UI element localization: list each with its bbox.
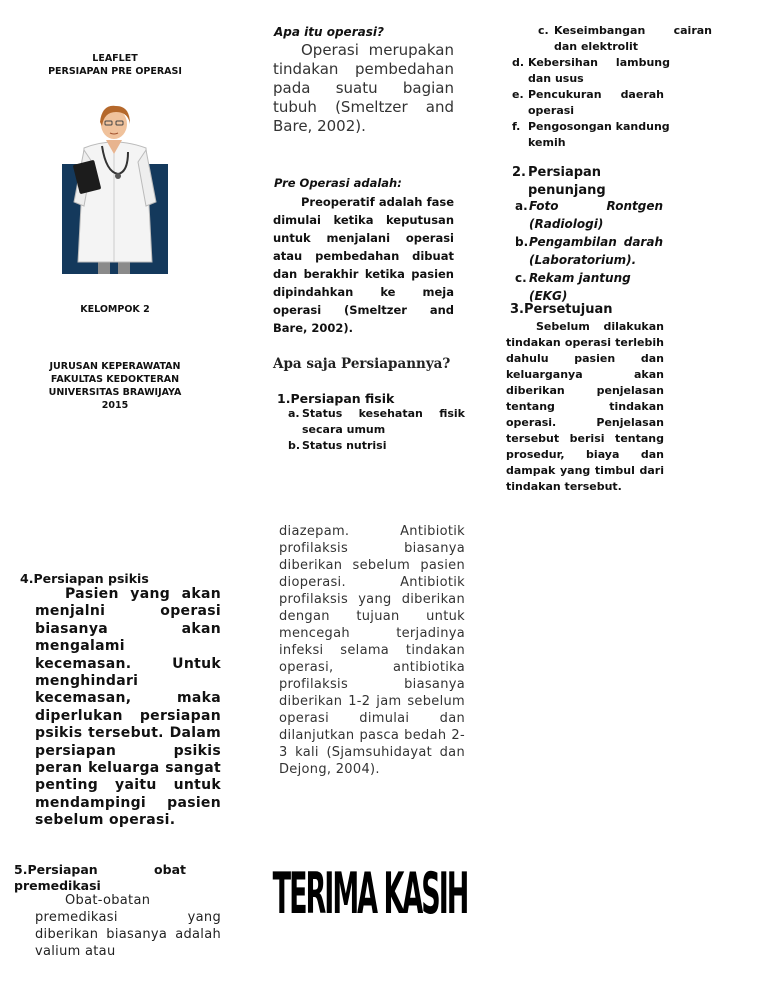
doctor-illustration-icon	[62, 102, 168, 274]
item-text: Status nutrisi	[302, 439, 387, 452]
physical-prep-list	[288, 406, 465, 454]
thank-you-text: TERIMA KASIH	[272, 861, 468, 927]
dept-line-3: UNIVERSITAS BRAWIJAYA	[48, 387, 182, 398]
psychological-prep-text: Pasien yang akan menjalni operasi biasanya akan mengalami kecemasan. Untuk menghindari kecemasan, maka diperlukan persiapan psikis tersebut. Dalam persiapan psikis peran keluarga sangat penting yaitu untuk mendampingi pasien sebelum operasi.	[35, 586, 221, 829]
dept-line-4: 2015	[101, 400, 129, 411]
question-what-is-surgery: Apa itu operasi?	[274, 25, 384, 39]
dept-line-1: JURUSAN KEPERAWATAN	[49, 361, 181, 372]
item-text: Foto Rontgen (Radiologi)	[529, 199, 663, 231]
physical-prep-list-continued	[512, 23, 712, 151]
list-item	[512, 87, 664, 119]
item-marker: b.	[515, 235, 529, 249]
surgery-definition: Operasi merupakan tindakan pembedahan pada suatu bagian tubuh (Smeltzer and Bare, 2002).	[273, 41, 454, 135]
item-text: Pengambilan darah (Laboratorium).	[529, 235, 663, 267]
psychological-prep-heading: 4.Persiapan psikis	[20, 571, 149, 586]
premedication-text: Obat-obatan premedikasi yang diberikan biasanya adalah valium atau	[35, 893, 221, 959]
item-marker: c.	[538, 24, 549, 37]
list-item	[288, 438, 465, 454]
support-prep-heading	[512, 164, 672, 200]
preparations-heading: Apa saja Persiapannya?	[273, 356, 451, 372]
leaflet-title	[40, 52, 190, 78]
list-item	[538, 23, 712, 55]
item-marker: b.	[288, 439, 301, 452]
item-marker: a.	[288, 407, 300, 420]
item-marker: c.	[515, 271, 527, 285]
dept-line-2: FAKULTAS KEDOKTERAN	[50, 374, 180, 385]
support-prep-list	[515, 197, 663, 305]
item-text: Status kesehatan fisik secara umum	[302, 407, 465, 436]
title-line-1: LEAFLET	[92, 53, 138, 64]
thank-you-wordart	[272, 848, 468, 938]
physical-prep-heading: 1.Persiapan fisik	[277, 391, 395, 406]
heading-number: 2.	[512, 165, 526, 180]
item-text: Rekam jantung (EKG)	[529, 271, 631, 303]
consent-heading: 3.Persetujuan	[510, 302, 613, 317]
pre-operation-definition: Preoperatif adalah fase dimulai ketika keputusan untuk menjalani operasi atau pembedahan dibuat dan berakhir ketika pasien dipindahkan ke meja operasi (Smeltzer and Bare, 2002).	[273, 195, 454, 335]
consent-text: Sebelum dilakukan tindakan operasi terlebih dahulu pasien dan keluarganya akan diberikan penjelasan tentang tindakan operasi. Penjelasan tersebut berisi tentang prosedur, biaya dan dampak yang timbul dari tindakan tersebut.	[506, 320, 664, 493]
list-item	[515, 233, 663, 269]
title-line-2: PERSIAPAN PRE OPERASI	[48, 66, 182, 77]
item-marker: a.	[515, 199, 528, 213]
institution-block	[40, 360, 190, 412]
list-item	[512, 119, 672, 151]
item-marker: e.	[512, 88, 524, 101]
premedication-text-continued: diazepam. Antibiotik profilaksis biasanya diberikan sebelum pasien dioperasi. Antibiotik profilaksis yang diberikan dengan tujuan untuk mencegah terjadinya infeksi selama tindakan operasi, antibiotika profilaksis biasanya diberikan 1-2 jam sebelum operasi dimulai dan dilanjutkan pasca bedah 2- 3 kali (Sjamsuhidayat dan Dejong, 2004).	[279, 524, 465, 777]
item-marker: d.	[512, 56, 525, 69]
premedication-heading: 5.Persiapan obat premedikasi	[14, 862, 186, 893]
heading-text: Persiapan penunjang	[528, 165, 606, 198]
item-text: Kebersihan lambung dan usus	[528, 56, 670, 85]
list-item	[515, 269, 663, 305]
list-item	[512, 55, 670, 87]
item-text: Pencukuran daerah operasi	[528, 88, 664, 117]
item-marker: f.	[512, 120, 521, 133]
list-item	[288, 406, 465, 438]
item-text: Keseimbangan cairan dan elektrolit	[554, 24, 712, 53]
group-label: KELOMPOK 2	[80, 304, 150, 315]
question-pre-operation: Pre Operasi adalah:	[274, 176, 402, 190]
list-item	[515, 197, 663, 233]
item-text: Pengosongan kandung kemih	[528, 120, 670, 149]
